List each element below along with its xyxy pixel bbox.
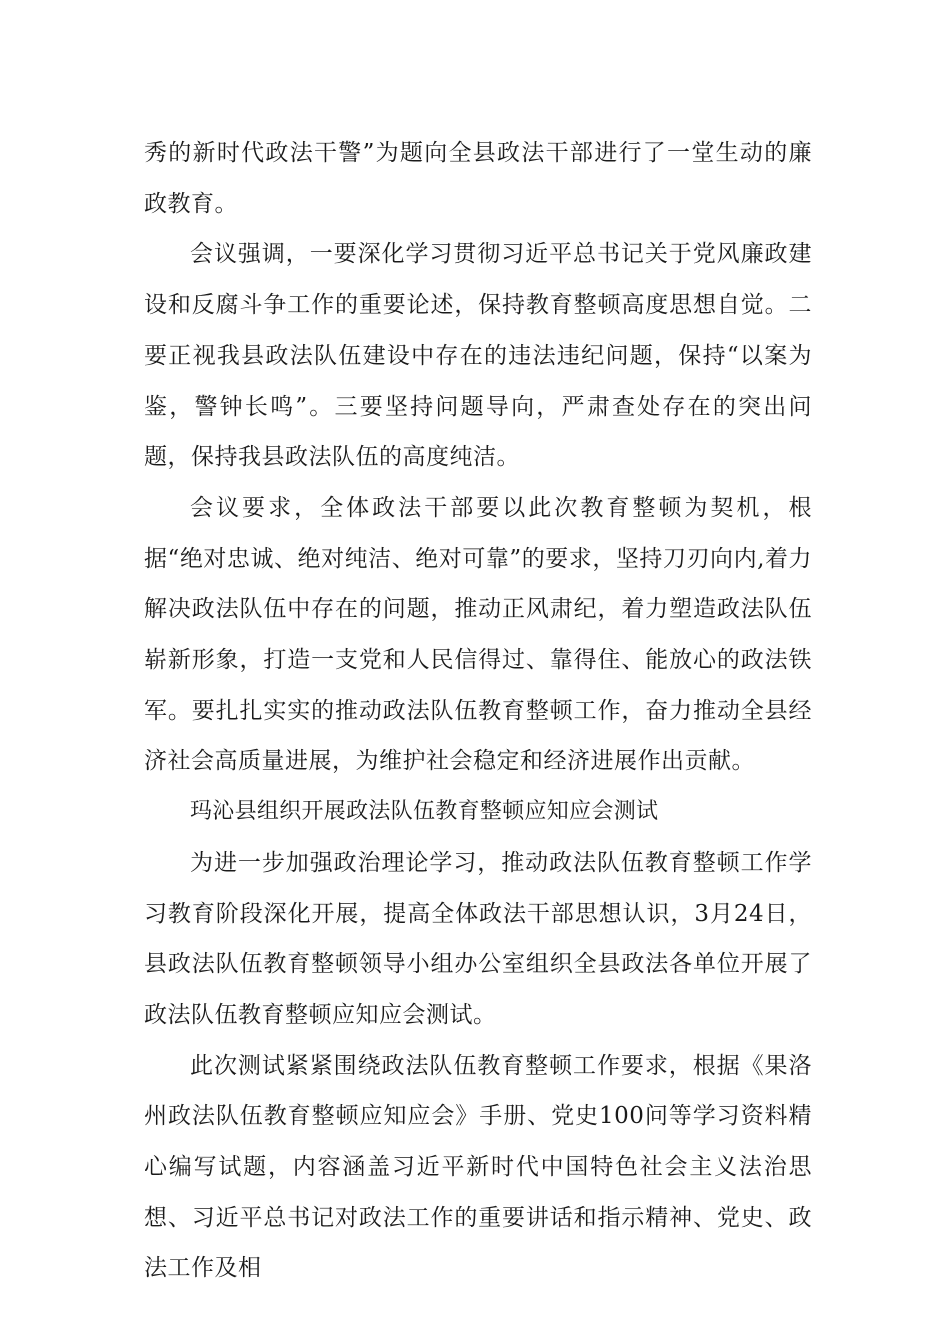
paragraph-continuation: 秀的新时代政法干警”为题向全县政法干部进行了一堂生动的廉政教育。 (144, 140, 812, 217)
section-title: 玛沁县组织开展政法队伍教育整顿应知应会测试 (190, 799, 659, 825)
paragraph-test-intro: 为进一步加强政治理论学习，推动政法队伍教育整顿工作学习教育阶段深化开展，提高全体政法干部思想认识，3月24日，县政法队伍教育整顿领导小组办公室组织全县政法各单位开展了政法队伍教育整顿应知应会测试。 (144, 849, 812, 1028)
paragraph-test-content: 此次测试紧紧围绕政法队伍教育整顿工作要求，根据《果洛州政法队伍教育整顿应知应会》手册、党史100问等学习资料精心编写试题，内容涵盖习近平新时代中国特色社会主义法治思想、习近平总书记对政法工作的重要讲话和指示精神、党史、政法工作及相 (144, 1052, 812, 1282)
document-body (144, 128, 812, 1294)
paragraph-meeting-requirements: 会议要求，全体政法干部要以此次教育整顿为契机，根据“绝对忠诚、绝对纯洁、绝对可靠”的要求，坚持刀刃向内,着力解决政法队伍中存在的问题，推动正风肃纪，着力塑造政法队伍崭新形象，打造一支党和人民信得过、靠得住、能放心的政法铁军。要扎扎实实的推动政法队伍教育整顿工作，奋力推动全县经济社会高质量进展，为维护社会稳定和经济进展作出贡献。 (144, 494, 812, 775)
paragraph-meeting-emphasis: 会议强调，一要深化学习贯彻习近平总书记关于党风廉政建设和反腐斗争工作的重要论述，保持教育整顿高度思想自觉。二要正视我县政法队伍建设中存在的违法违纪问题，保持“以案为鉴，警钟长鸣”。三要坚持问题导向，严肃查处存在的突出问题，保持我县政法队伍的高度纯洁。 (144, 241, 812, 471)
